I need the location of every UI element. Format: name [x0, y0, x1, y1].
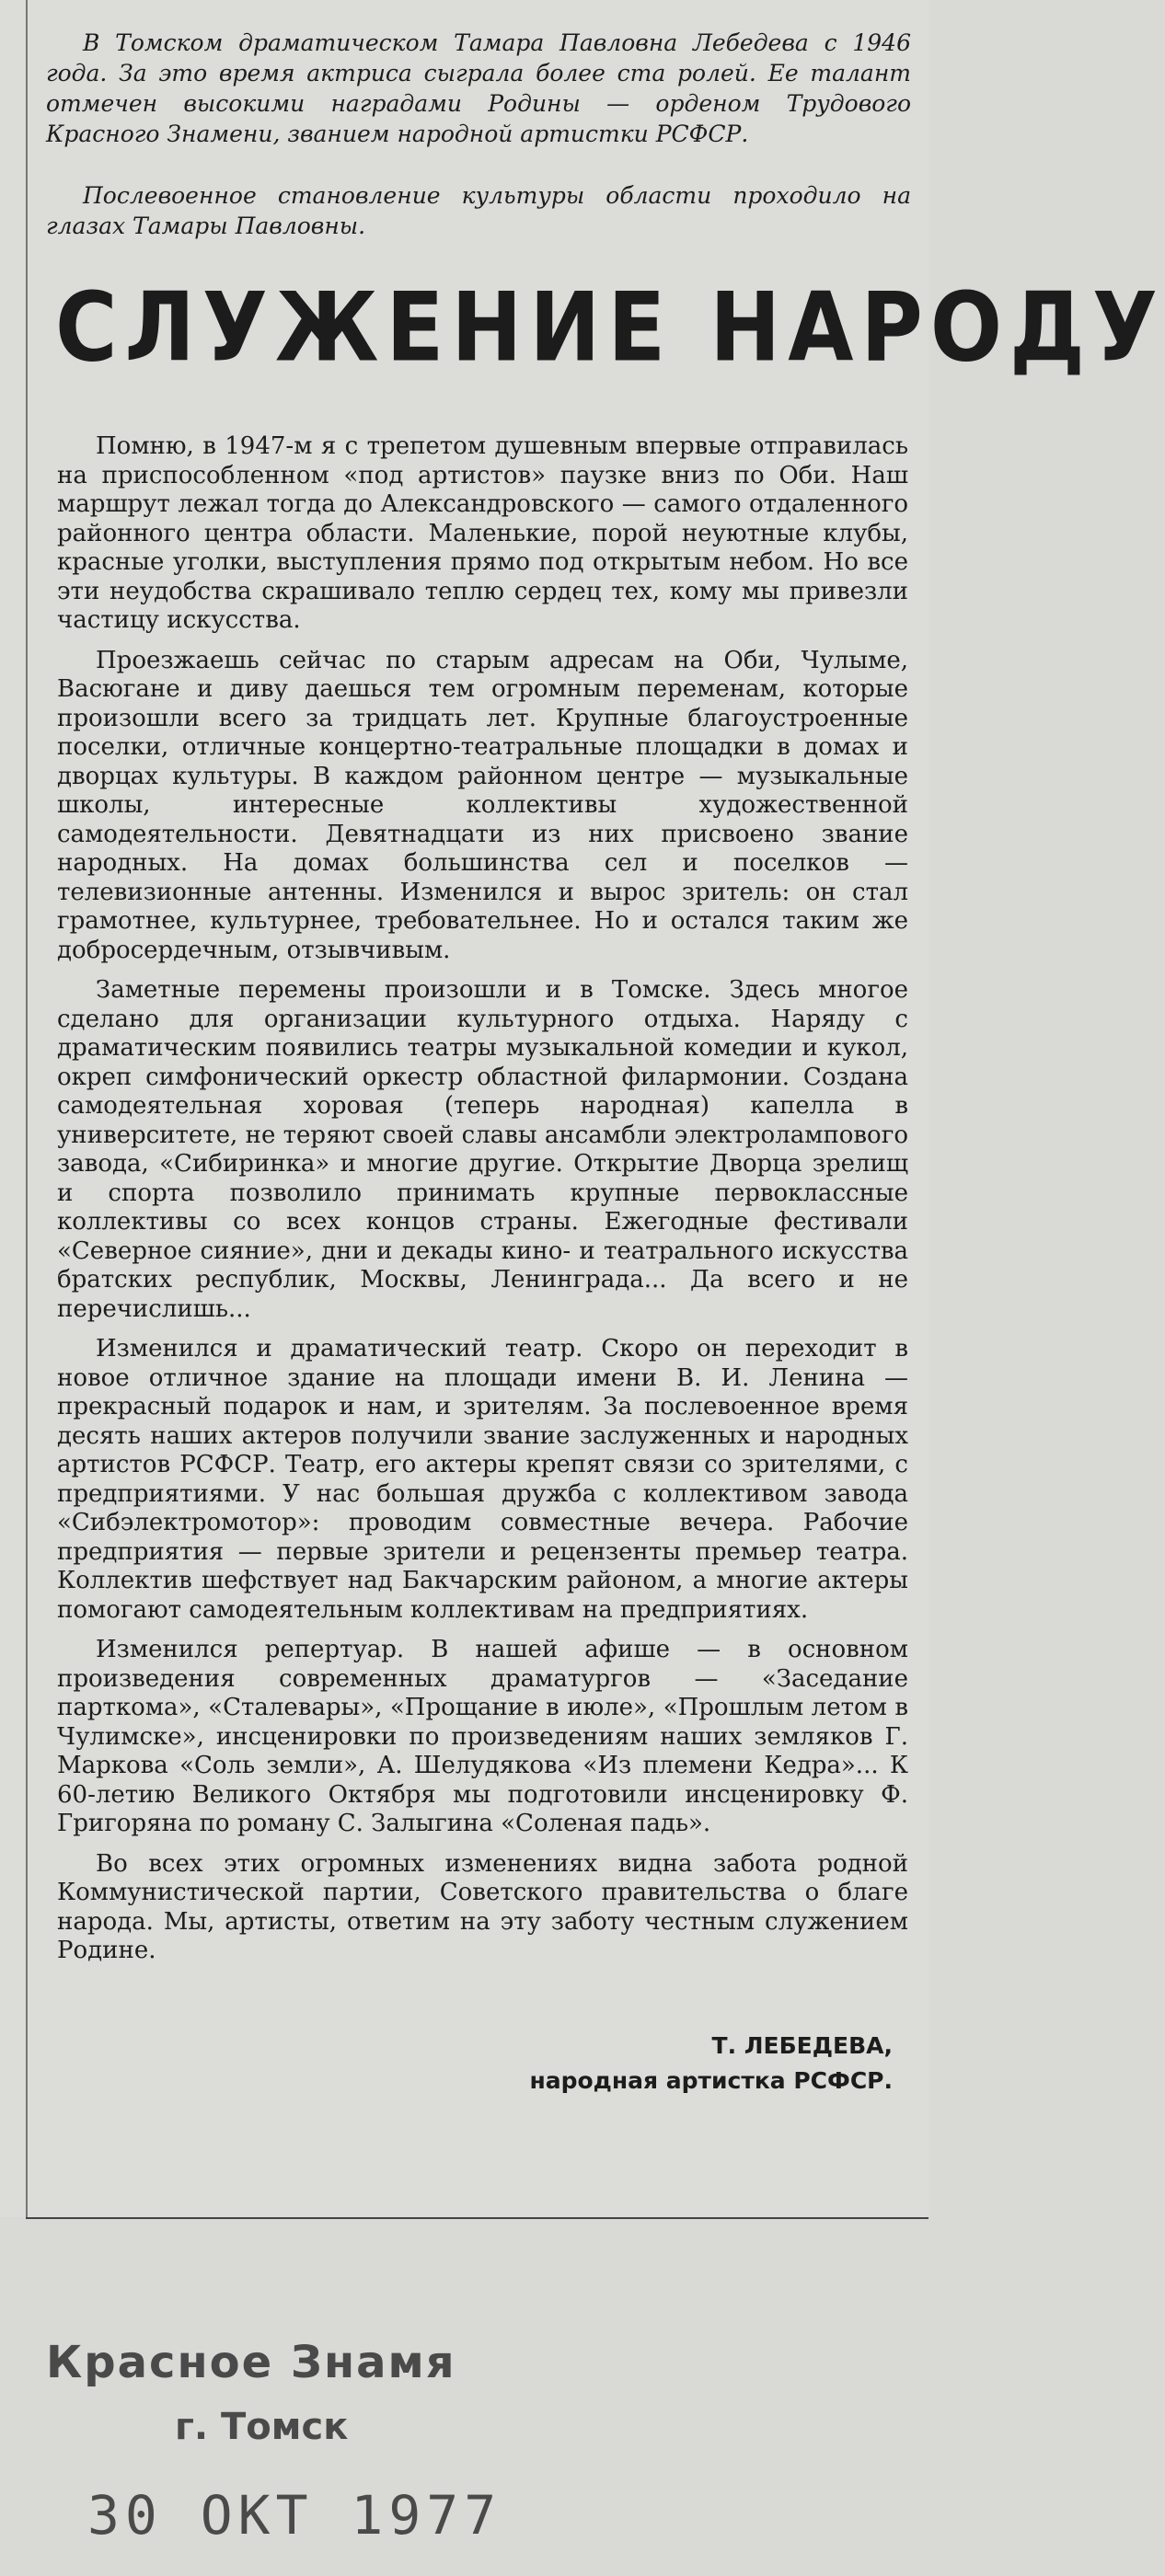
clipping-edge-bottom	[26, 2217, 929, 2219]
author-name: Т. ЛЕБЕДЕВА,	[711, 2032, 893, 2059]
intro-paragraph-2: Послевоенное становление культуры области проходило на глазах Тамары Павловны.	[46, 182, 911, 239]
article-paragraph: Проезжаешь сейчас по старым адресам на Оби, Чулыме, Васюгане и диву даешься тем огромным переменам, которые произошли всего за тридцать лет. Крупные благоустроенные поселки, отличные концертно-театральные площадки в домах и дворцах культуры. В каждом районном центре — музыкальные школы, интересные коллективы художественной самодеятельности. Девятнадцати из них присвоено звание народных. На домах большинства сел и поселков — телевизионные антенны. Изменился и вырос зритель: он стал грамотнее, культурнее, требовательнее. Но и остался таким же добросердечным, отзывчивым.	[57, 646, 908, 964]
author-signature	[423, 2029, 893, 2099]
article-paragraph: Изменился и драматический театр. Скоро он переходит в новое отличное здание на площади имени В. И. Ленина — прекрасный подарок и нам, и зрителям. За послевоенное время десять наших актеров получили звание заслуженных и народных артистов РСФСР. Театр, его актеры крепят связи со зрителями, с предприятиями. У нас большая дружба с коллективом завода «Сибэлектромотор»: проводим совместные вечера. Рабочие предприятия — первые зрители и рецензенты премьер театра. Коллектив шефствует над Бакчарским районом, а многие актеры помогают самодеятельным коллективам на предприятиях.	[57, 1335, 908, 1624]
intro-paragraph-1: В Томском драматическом Тамара Павловна Лебедева с 1946 года. За это время актриса сыграла более ста ролей. Ее талант отмечен высокими наградами Родины — орденом Трудового Красного Знамени, званием народной артистки РСФСР.	[46, 29, 911, 147]
article-body	[57, 432, 908, 1977]
article-headline: СЛУЖЕНИЕ НАРОДУ	[55, 272, 1165, 383]
author-title: народная артистка РСФСР.	[529, 2067, 893, 2094]
clipping-edge-left	[26, 0, 28, 2217]
article-paragraph: Помню, в 1947-м я с трепетом душевным впервые отправилась на приспособленном «под артистов» паузке вниз по Оби. Наш маршрут лежал тогда до Александровского — самого отдаленного районного центра области. Маленькие, порой неуютные клубы, красные уголки, выступления прямо под открытым небом. Но все эти неудобства скрашивало теплю сердец тех, кому мы привезли частицу искусства.	[57, 432, 908, 634]
article-paragraph: Изменился репертуар. В нашей афише — в основном произведения современных драматургов — «Заседание парткома», «Сталевары», «Прощание в июле», «Прошлым летом в Чулимске», инсценировки по произведениям наших земляков Г. Маркова «Соль земли», А. Шелудякова «Из племени Кедра»... К 60-летию Великого Октября мы подготовили инсценировку Ф. Григоряна по роману С. Залыгина «Соленая падь».	[57, 1636, 908, 1837]
stamp-date: 30 ОКТ 1977	[87, 2484, 502, 2547]
article-paragraph: Во всех этих огромных изменениях видна забота родной Коммунистической партии, Советского правительства о благе народа. Мы, артисты, ответим на эту заботу честным служением Родине.	[57, 1849, 908, 1964]
stamp-newspaper-name: Красное Знамя	[46, 2337, 456, 2388]
article-paragraph: Заметные перемены произошли и в Томске. Здесь многое сделано для организации культурного отдыха. Наряду с драматическим появились театры музыкальной комедии и кукол, окреп симфонический оркестр областной филармонии. Создана самодеятельная хоровая (теперь народная) капелла в университете, не теряют своей славы ансамбли электролампового завода, «Сибиринка» и многие другие. Открытие Дворца зрелищ и спорта позволило принимать крупные первоклассные коллективы со всех концов страны. Ежегодные фестивали «Северное сияние», дни и декады кино- и театрального искусства братских республик, Москвы, Ленинграда... Да всего и не перечислишь...	[57, 976, 908, 1323]
stamp-city: г. Томск	[175, 2406, 349, 2448]
